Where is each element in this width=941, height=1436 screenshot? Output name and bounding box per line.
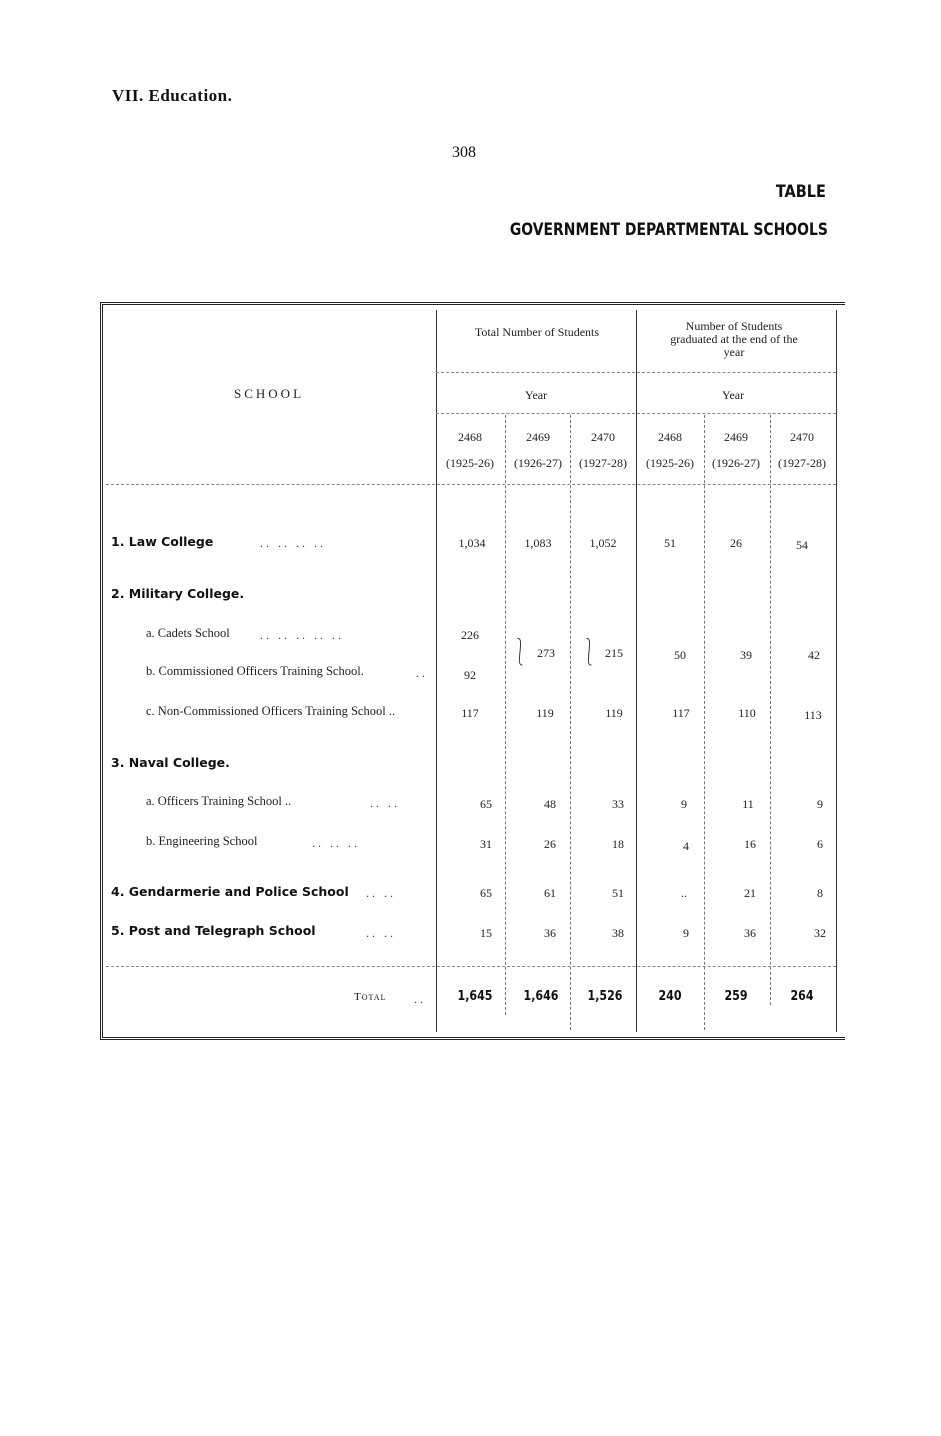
cell: 36 <box>544 926 556 940</box>
total-cell: 264 <box>790 989 814 1004</box>
cell: 110 <box>738 706 756 720</box>
column-divider <box>636 310 637 1032</box>
cell: 42 <box>808 648 820 662</box>
cell: 113 <box>804 708 822 722</box>
row-divider <box>436 413 836 414</box>
cell: 4 <box>683 839 689 853</box>
cell: 9 <box>817 797 823 811</box>
cell: 9 <box>683 926 689 940</box>
leader-dots: .. <box>414 992 426 1006</box>
total-cell: 259 <box>724 989 748 1004</box>
cell: 31 <box>480 837 492 851</box>
row-divider <box>106 966 836 967</box>
cell: 226 <box>461 628 479 642</box>
column-divider <box>836 310 837 1032</box>
leader-dots: .. .. <box>370 796 400 810</box>
cell: 92 <box>464 668 476 682</box>
cell: 48 <box>544 797 556 811</box>
page-number: 308 <box>452 144 476 161</box>
row-label-non-commissioned: c. Non-Commissioned Officers Training School .. <box>146 704 396 718</box>
cell: 16 <box>744 837 756 851</box>
table-title: GOVERNMENT DEPARTMENTAL SCHOOLS <box>509 220 828 240</box>
cell: 273 <box>537 646 555 660</box>
cell: 32 <box>814 926 826 940</box>
leader-dots: .. <box>416 666 428 680</box>
year-ce: (1926-27) <box>514 456 562 470</box>
row-divider <box>436 372 836 373</box>
cell: 8 <box>817 886 823 900</box>
year-be: 2469 <box>724 430 748 444</box>
cell: 61 <box>544 886 556 900</box>
cell: 39 <box>740 648 752 662</box>
row-label-commissioned-officers: b. Commissioned Officers Training School. <box>146 664 364 678</box>
cell: 117 <box>672 706 690 720</box>
leader-dots: .. .. .. .. .. <box>260 628 344 642</box>
cell: 51 <box>612 886 624 900</box>
row-divider <box>106 484 836 485</box>
cell: 54 <box>796 538 808 552</box>
cell: 21 <box>744 886 756 900</box>
cell: 1,083 <box>524 536 552 550</box>
table-label: TABLE <box>775 182 826 202</box>
cell: 26 <box>730 536 742 550</box>
total-label: Total <box>354 991 387 1003</box>
cell: 119 <box>536 706 554 720</box>
cell: 51 <box>664 536 676 550</box>
total-cell: 1,646 <box>523 989 559 1004</box>
year-ce: (1925-26) <box>446 456 494 470</box>
cell: 65 <box>480 797 492 811</box>
cell: 36 <box>744 926 756 940</box>
total-cell: 1,645 <box>457 989 493 1004</box>
cell: 38 <box>612 926 624 940</box>
year-ce: (1927-28) <box>778 456 826 470</box>
brace-mark: ⎱ <box>513 638 527 668</box>
cell: 18 <box>612 837 624 851</box>
header-year-graduated: Year <box>722 388 745 402</box>
row-label-post-telegraph: 5. Post and Telegraph School <box>111 923 316 938</box>
section-heading: VII. Education. <box>112 86 233 105</box>
leader-dots: .. .. .. <box>312 836 360 850</box>
header-total-students: Total Number of Students <box>474 325 600 339</box>
cell: 119 <box>605 706 623 720</box>
total-cell: 1,526 <box>587 989 623 1004</box>
header-year-total: Year <box>525 388 548 402</box>
cell: 6 <box>817 837 823 851</box>
year-be: 2469 <box>526 430 550 444</box>
cell: 117 <box>461 706 479 720</box>
year-be: 2468 <box>658 430 682 444</box>
row-label-law-college: 1. Law College <box>111 534 214 549</box>
cell: 9 <box>681 797 687 811</box>
row-label-naval-officers: a. Officers Training School .. <box>146 794 292 808</box>
year-ce: (1925-26) <box>646 456 694 470</box>
leader-dots: .. .. <box>366 926 396 940</box>
row-label-engineering-school: b. Engineering School <box>146 834 258 848</box>
year-be: 2470 <box>790 430 814 444</box>
cell: .. <box>681 886 687 900</box>
row-label-military-college: 2. Military College. <box>111 586 245 601</box>
row-label-cadets-school: a. Cadets School <box>146 626 230 640</box>
row-label-gendarmerie: 4. Gendarmerie and Police School <box>111 884 349 899</box>
column-divider <box>505 415 506 1015</box>
header-graduated: Number of Students graduated at the end of the year <box>670 319 798 359</box>
year-be: 2468 <box>458 430 482 444</box>
leader-dots: .. .. .. .. <box>260 536 326 550</box>
cell: 11 <box>742 797 754 811</box>
column-divider <box>436 310 437 1032</box>
row-label-naval-college: 3. Naval College. <box>111 755 230 770</box>
brace-mark: ⎱ <box>582 638 596 668</box>
cell: 65 <box>480 886 492 900</box>
cell: 1,034 <box>458 536 486 550</box>
total-cell: 240 <box>658 989 682 1004</box>
cell: 33 <box>612 797 624 811</box>
cell: 26 <box>544 837 556 851</box>
header-school: SCHOOL <box>234 386 305 401</box>
year-ce: (1926-27) <box>712 456 760 470</box>
cell: 15 <box>480 926 492 940</box>
leader-dots: .. .. <box>366 886 396 900</box>
year-ce: (1927-28) <box>579 456 627 470</box>
cell: 1,052 <box>589 536 617 550</box>
cell: 215 <box>605 646 623 660</box>
year-be: 2470 <box>591 430 615 444</box>
cell: 50 <box>674 648 686 662</box>
